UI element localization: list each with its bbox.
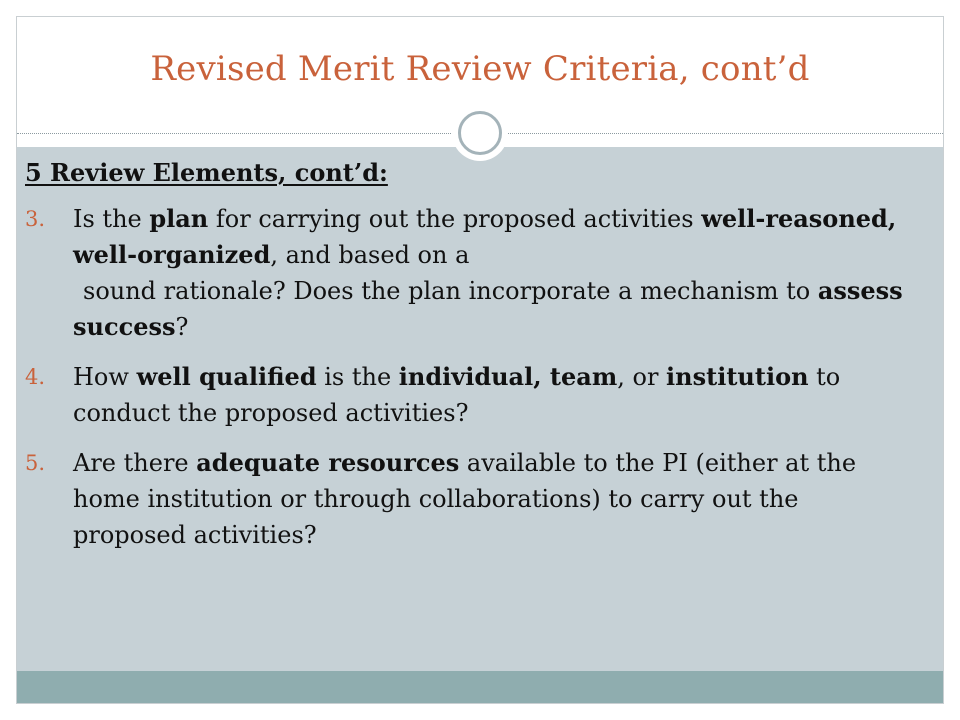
list-item-5 (25, 445, 905, 553)
item-text: sound rationale? Does the plan incorporate a mechanism to (83, 277, 818, 305)
list-number: 3. (25, 207, 46, 231)
item-text: to conduct the proposed activities? (73, 363, 841, 427)
item-text-bold: adequate resources (196, 448, 460, 477)
item-text: Are there (73, 449, 197, 477)
list-item-3 (25, 201, 905, 345)
item-text: , and based on a (270, 241, 470, 269)
bottom-bar (17, 671, 943, 703)
slide-body (25, 158, 905, 567)
item-text: How (73, 363, 137, 391)
item-text: for carrying out the proposed activities (208, 205, 702, 233)
item-text: available to the PI (either at the home institution or through collaborations) to carry out the proposed activities? (73, 449, 857, 549)
subheading: 5 Review Elements, cont’d: (25, 158, 388, 187)
item-text-bold: individual, team (398, 362, 618, 391)
item-text-bold: institution (666, 362, 809, 391)
item-text-bold: well qualified (136, 362, 317, 391)
item-text-bold: well-reasoned, well-organized (73, 204, 897, 269)
item-text: Is the (73, 205, 150, 233)
slide-title: Revised Merit Review Criteria, cont’d (150, 49, 810, 89)
list-item-4 (25, 359, 905, 431)
item-text-bold: assess success (73, 276, 903, 341)
list-number: 5. (25, 451, 46, 475)
item-text-bold: plan (149, 204, 209, 233)
item-text: ? (175, 313, 189, 341)
divider-circle-ring (458, 111, 502, 155)
list-number: 4. (25, 365, 46, 389)
item-text: is the (316, 363, 399, 391)
item-text: , or (617, 363, 667, 391)
